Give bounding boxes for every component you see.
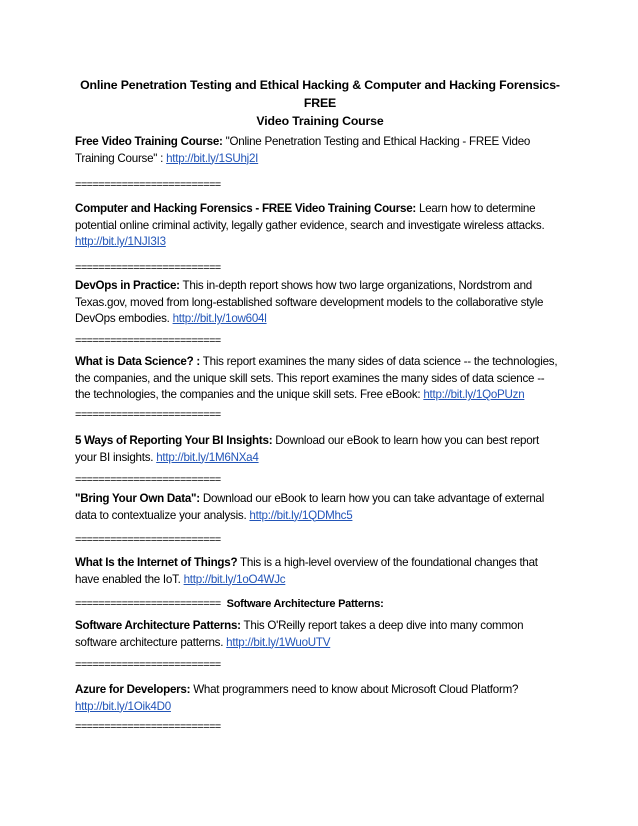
section-link[interactable]: http://bit.ly/1WuoUTV [226,635,331,649]
section-text: This in-depth report shows how two large organizations, Nordstrom and Texas.gov, moved from long-established software development models to the collaborative style DevOps embodies. [75,279,544,325]
section-link[interactable]: http://bit.ly/1NJI3I3 [75,235,166,248]
section-link[interactable]: http://bit.ly/1QDMhc5 [249,508,353,522]
section-free-video-course [75,134,560,167]
section-link[interactable]: http://bit.ly/1M6NXa4 [156,450,259,464]
section-text: This O'Reilly report takes a deep dive into many common software architecture patterns. [75,619,524,649]
section-forensics-course [75,201,560,251]
section-text: This report examines the many sides of data science -- the technologies, the companies, and the unique skill sets. This report examines the many sides of data science -- the technologies, the companies and the unique skill sets. Free eBook: [75,355,558,401]
separator: ========================= [75,659,221,671]
section-text: Download our eBook to learn how you can best report your BI insights. [75,434,540,464]
section-heading: Azure for Developers: [75,683,191,696]
separator: ========================= [75,409,221,421]
section-software-architecture [75,618,560,651]
section-heading: "Bring Your Own Data": [75,492,200,505]
separator: ========================= [75,721,221,733]
section-text: What programmers need to know about Microsoft Cloud Platform? [190,683,519,696]
section-heading: Software Architecture Patterns: [75,619,241,632]
section-link[interactable]: http://bit.ly/1Oik4D0 [75,699,171,713]
separator: ========================= [75,474,221,486]
section-link[interactable]: http://bit.ly/1oO4WJc [183,572,286,586]
section-heading: What Is the Internet of Things? [75,556,238,569]
title-line-1: Online Penetration Testing and Ethical Hacking & Computer and Hacking Forensics- FREE [80,78,560,110]
section-text: This is a high-level overview of the foundational changes that have enabled the IoT. [75,556,538,586]
separator: ========================= [75,534,221,546]
section-link[interactable]: http://bit.ly/1ow604l [172,312,267,325]
separator: ========================= [75,179,221,191]
section-bring-your-own-data [75,491,560,524]
section-data-science [75,354,560,404]
inline-heading: Software Architecture Patterns: [226,598,384,610]
section-heading: What is Data Science? : [75,355,201,368]
section-text: Learn how to determine potential online criminal activity, legally gather evidence, search and investigate wireless attacks. [75,202,545,232]
separator-with-heading [75,597,384,611]
section-heading: Free Video Training Course: [75,135,223,148]
section-heading: Computer and Hacking Forensics - FREE Video Training Course: [75,202,417,215]
section-link[interactable]: http://bit.ly/1QoPUzn [423,388,525,401]
section-text: Download our eBook to learn how you can take advantage of external data to contextualize your analysis. [75,492,545,522]
section-devops [75,278,560,328]
section-heading: 5 Ways of Reporting Your BI Insights: [75,434,273,447]
title-line-2: Video Training Course [256,114,384,128]
section-bi-insights [75,433,560,466]
separator: ========================= [75,262,221,274]
section-internet-of-things [75,555,560,588]
separator: ========================= [75,335,221,347]
section-text: "Online Penetration Testing and Ethical Hacking - FREE Video Training Course" : [75,135,531,165]
section-link[interactable]: http://bit.ly/1SUhj2I [166,151,259,165]
separator: ========================= [75,598,221,610]
page-title [70,76,570,130]
section-heading: DevOps in Practice: [75,279,180,292]
section-azure-developers [75,682,560,715]
